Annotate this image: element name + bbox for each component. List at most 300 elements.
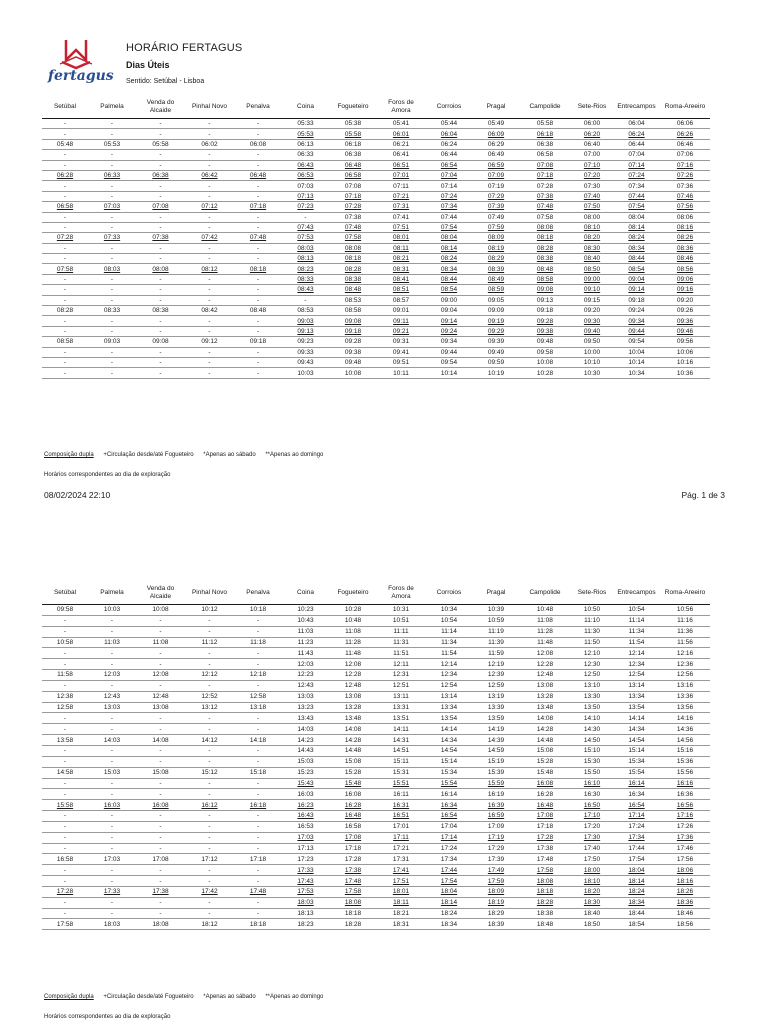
time-cell: 10:36 <box>660 368 710 378</box>
page-2 <box>0 572 768 1024</box>
time-cell: 06:13 <box>282 139 329 149</box>
time-cell: 17:34 <box>425 854 473 865</box>
time-cell: 15:48 <box>329 778 377 789</box>
time-cell: - <box>234 316 282 326</box>
table-row <box>42 347 710 357</box>
time-cell: - <box>88 615 136 626</box>
time-cell: - <box>42 680 88 691</box>
time-cell: 13:48 <box>519 702 571 713</box>
time-cell: 10:58 <box>42 637 88 648</box>
time-cell: 06:24 <box>425 139 473 149</box>
time-cell: 17:12 <box>185 854 234 865</box>
time-cell: 18:24 <box>425 908 473 919</box>
time-cell: 06:49 <box>473 150 519 160</box>
column-header: Palmela <box>88 582 136 605</box>
time-cell: - <box>42 789 88 800</box>
time-cell: 08:48 <box>329 285 377 295</box>
time-cell: 10:56 <box>660 605 710 616</box>
time-cell: - <box>42 626 88 637</box>
time-cell: 12:52 <box>185 691 234 702</box>
time-cell: 09:13 <box>519 295 571 305</box>
time-cell: 16:54 <box>613 800 660 811</box>
table-row <box>42 160 710 170</box>
time-cell: 18:40 <box>571 908 613 919</box>
time-cell: 07:38 <box>136 233 185 243</box>
time-cell: 06:58 <box>42 202 88 212</box>
legend-saturday: *Apenas ao sábado <box>203 994 256 1000</box>
time-cell: 18:46 <box>660 908 710 919</box>
table-row <box>42 264 710 274</box>
time-cell: 15:43 <box>282 778 329 789</box>
time-cell: - <box>42 745 88 756</box>
time-cell: 10:04 <box>613 347 660 357</box>
time-cell: 08:04 <box>613 212 660 222</box>
time-cell: 11:12 <box>185 637 234 648</box>
time-cell: 17:28 <box>42 886 88 897</box>
time-cell: - <box>136 368 185 378</box>
time-cell: 08:06 <box>660 212 710 222</box>
time-cell: 09:08 <box>329 316 377 326</box>
time-cell: 06:44 <box>425 150 473 160</box>
column-header: Pinhal Novo <box>185 96 234 119</box>
time-cell: 06:58 <box>329 170 377 180</box>
time-cell: - <box>136 119 185 129</box>
time-cell: 17:44 <box>425 865 473 876</box>
time-cell: 18:09 <box>473 886 519 897</box>
time-cell: 10:14 <box>425 368 473 378</box>
time-cell: 13:10 <box>571 680 613 691</box>
time-cell: 06:09 <box>473 129 519 139</box>
time-cell: 14:28 <box>519 724 571 735</box>
time-cell: 18:04 <box>425 886 473 897</box>
time-cell: 14:03 <box>282 724 329 735</box>
time-cell: 12:56 <box>660 670 710 681</box>
time-cell: - <box>88 129 136 139</box>
time-cell: 12:08 <box>519 648 571 659</box>
time-cell: 09:20 <box>660 295 710 305</box>
time-cell: 18:19 <box>473 897 519 908</box>
time-cell: 08:58 <box>42 337 88 347</box>
time-cell: 16:08 <box>329 789 377 800</box>
time-cell: 06:02 <box>185 139 234 149</box>
exploration-note: Horários correspondentes ao dia de exploração <box>44 472 171 478</box>
time-cell: 16:48 <box>329 811 377 822</box>
time-cell: 18:13 <box>282 908 329 919</box>
time-cell: - <box>88 274 136 284</box>
time-cell: 09:48 <box>329 357 377 367</box>
time-cell: - <box>88 119 136 129</box>
time-cell: - <box>185 897 234 908</box>
column-header: Pinhal Novo <box>185 582 234 605</box>
time-cell: 17:23 <box>282 854 329 865</box>
time-cell: 18:21 <box>377 908 425 919</box>
table-row <box>42 119 710 129</box>
time-cell: - <box>136 648 185 659</box>
time-cell: - <box>88 285 136 295</box>
table-row <box>42 233 710 243</box>
time-cell: 16:56 <box>660 800 710 811</box>
time-cell: 06:04 <box>613 119 660 129</box>
time-cell: 07:28 <box>329 202 377 212</box>
time-cell: 09:19 <box>473 316 519 326</box>
time-cell: - <box>136 181 185 191</box>
time-cell: 11:14 <box>613 615 660 626</box>
time-cell: 17:04 <box>425 821 473 832</box>
time-cell: 07:08 <box>519 160 571 170</box>
time-cell: 13:03 <box>282 691 329 702</box>
time-cell: 05:53 <box>282 129 329 139</box>
time-cell: - <box>234 778 282 789</box>
time-cell: 07:04 <box>613 150 660 160</box>
time-cell: 16:18 <box>234 800 282 811</box>
time-cell: 08:57 <box>377 295 425 305</box>
time-cell: 15:08 <box>136 767 185 778</box>
time-cell: - <box>88 648 136 659</box>
time-cell: 18:24 <box>613 886 660 897</box>
table-row <box>42 789 710 800</box>
time-cell: - <box>136 745 185 756</box>
time-cell: 12:59 <box>473 680 519 691</box>
table-row <box>42 876 710 887</box>
column-header: Coina <box>282 96 329 119</box>
time-cell: 12:28 <box>329 670 377 681</box>
time-cell: 11:43 <box>282 648 329 659</box>
time-cell: 18:50 <box>571 919 613 930</box>
time-cell: 15:16 <box>660 745 710 756</box>
time-cell: 11:08 <box>519 615 571 626</box>
time-cell: 08:10 <box>571 222 613 232</box>
time-cell: - <box>42 150 88 160</box>
time-cell: 13:34 <box>425 702 473 713</box>
time-cell: 12:03 <box>282 659 329 670</box>
time-cell: - <box>88 316 136 326</box>
time-cell: 07:06 <box>660 150 710 160</box>
time-cell: 07:10 <box>571 160 613 170</box>
time-cell: 16:14 <box>613 778 660 789</box>
time-cell: - <box>185 150 234 160</box>
time-cell: 14:31 <box>377 735 425 746</box>
time-cell: 11:48 <box>329 648 377 659</box>
legend-fogueteiro: +Circulação desde/até Fogueteiro <box>103 452 194 458</box>
time-cell: 08:38 <box>519 254 571 264</box>
time-cell: 17:24 <box>613 821 660 832</box>
time-cell: - <box>136 347 185 357</box>
time-cell: 17:29 <box>473 843 519 854</box>
time-cell: 11:36 <box>660 626 710 637</box>
time-cell: - <box>136 222 185 232</box>
time-cell: 17:48 <box>519 854 571 865</box>
time-cell: 14:14 <box>425 724 473 735</box>
time-cell: - <box>42 254 88 264</box>
time-cell: 17:50 <box>571 854 613 865</box>
time-cell: 10:12 <box>185 605 234 616</box>
time-cell: 06:33 <box>88 170 136 180</box>
time-cell: 11:11 <box>377 626 425 637</box>
time-cell: 08:50 <box>571 264 613 274</box>
table-row <box>42 767 710 778</box>
time-cell: 06:20 <box>571 129 613 139</box>
time-cell: 18:38 <box>519 908 571 919</box>
time-cell: 18:28 <box>519 897 571 908</box>
time-cell: 08:04 <box>425 233 473 243</box>
time-cell: 08:30 <box>571 243 613 253</box>
time-cell: 09:24 <box>613 306 660 316</box>
time-cell: 12:48 <box>329 680 377 691</box>
time-cell: 06:33 <box>282 150 329 160</box>
time-cell: 17:01 <box>377 821 425 832</box>
time-cell: 17:54 <box>613 854 660 865</box>
time-cell: 13:28 <box>329 702 377 713</box>
time-cell: - <box>185 347 234 357</box>
table-row <box>42 254 710 264</box>
time-cell: 17:49 <box>473 865 519 876</box>
column-header: Roma-Areeiro <box>660 96 710 119</box>
time-cell: 11:39 <box>473 637 519 648</box>
time-cell: 17:46 <box>660 843 710 854</box>
time-cell: 18:06 <box>660 865 710 876</box>
time-cell: 13:39 <box>473 702 519 713</box>
time-cell: 17:03 <box>88 854 136 865</box>
time-cell: 15:08 <box>329 756 377 767</box>
time-cell: 17:38 <box>519 843 571 854</box>
time-cell: 08:44 <box>613 254 660 264</box>
time-cell: - <box>136 160 185 170</box>
time-cell: 14:03 <box>88 735 136 746</box>
time-cell: 13:19 <box>473 691 519 702</box>
time-cell: - <box>185 865 234 876</box>
time-cell: 07:58 <box>519 212 571 222</box>
time-cell: 09:28 <box>329 337 377 347</box>
time-cell: 15:10 <box>571 745 613 756</box>
time-cell: 11:10 <box>571 615 613 626</box>
time-cell: 09:40 <box>571 326 613 336</box>
time-cell: 11:34 <box>425 637 473 648</box>
time-cell: 15:23 <box>282 767 329 778</box>
time-cell: - <box>136 357 185 367</box>
time-cell: 13:23 <box>282 702 329 713</box>
time-cell: - <box>136 295 185 305</box>
table-row <box>42 756 710 767</box>
time-cell: 13:31 <box>377 702 425 713</box>
time-cell: 08:03 <box>282 243 329 253</box>
time-cell: 14:34 <box>613 724 660 735</box>
time-cell: 08:38 <box>329 274 377 284</box>
time-cell: 12:14 <box>613 648 660 659</box>
time-cell: 17:40 <box>571 843 613 854</box>
table-row <box>42 637 710 648</box>
time-cell: 14:54 <box>613 735 660 746</box>
exploration-note: Horários correspondentes ao dia de exploração <box>44 1014 171 1020</box>
time-cell: 11:14 <box>425 626 473 637</box>
table-row <box>42 702 710 713</box>
time-cell: 18:03 <box>282 897 329 908</box>
time-cell: 07:12 <box>185 202 234 212</box>
time-cell: - <box>234 626 282 637</box>
time-cell: - <box>42 295 88 305</box>
time-cell: 08:00 <box>571 212 613 222</box>
time-cell: 10:54 <box>613 605 660 616</box>
table-row <box>42 897 710 908</box>
time-cell: - <box>88 745 136 756</box>
time-cell: 18:18 <box>519 886 571 897</box>
time-cell: 13:11 <box>377 691 425 702</box>
table-row <box>42 326 710 336</box>
time-cell: 11:31 <box>377 637 425 648</box>
time-cell: 11:54 <box>613 637 660 648</box>
time-cell: - <box>185 659 234 670</box>
time-cell: 08:11 <box>377 243 425 253</box>
time-cell: 18:34 <box>613 897 660 908</box>
time-cell: 09:20 <box>571 306 613 316</box>
time-cell: 14:28 <box>329 735 377 746</box>
time-cell: 12:14 <box>425 659 473 670</box>
time-cell: 15:58 <box>42 800 88 811</box>
time-cell: - <box>185 745 234 756</box>
column-header: Pragal <box>473 582 519 605</box>
time-cell: 15:14 <box>425 756 473 767</box>
time-cell: 09:38 <box>329 347 377 357</box>
time-cell: 07:41 <box>377 212 425 222</box>
table-row <box>42 626 710 637</box>
time-cell: 16:30 <box>571 789 613 800</box>
time-cell: 18:11 <box>377 897 425 908</box>
time-cell: 12:48 <box>519 670 571 681</box>
time-cell: - <box>234 212 282 222</box>
time-cell: 08:44 <box>425 274 473 284</box>
time-cell: 07:36 <box>660 181 710 191</box>
column-header: Entrecampos <box>613 96 660 119</box>
time-cell: - <box>88 160 136 170</box>
time-cell: - <box>234 150 282 160</box>
time-cell: 12:30 <box>571 659 613 670</box>
time-cell: - <box>136 778 185 789</box>
time-cell: 09:08 <box>519 285 571 295</box>
time-cell: 11:08 <box>329 626 377 637</box>
time-cell: 17:58 <box>519 865 571 876</box>
time-cell: 12:03 <box>88 670 136 681</box>
time-cell: 09:18 <box>329 326 377 336</box>
time-cell: 15:36 <box>660 756 710 767</box>
time-cell: 12:08 <box>329 659 377 670</box>
time-cell: 09:30 <box>571 316 613 326</box>
time-cell: 06:48 <box>234 170 282 180</box>
time-cell: - <box>185 181 234 191</box>
time-cell: 08:48 <box>234 306 282 316</box>
time-cell: 12:43 <box>88 691 136 702</box>
time-cell: - <box>185 789 234 800</box>
time-cell: 14:08 <box>136 735 185 746</box>
time-cell: 10:08 <box>329 368 377 378</box>
time-cell: 18:39 <box>473 919 519 930</box>
time-cell: 13:56 <box>660 702 710 713</box>
time-cell: 08:53 <box>329 295 377 305</box>
time-cell: - <box>234 843 282 854</box>
time-cell: 09:31 <box>377 337 425 347</box>
time-cell: 15:11 <box>377 756 425 767</box>
time-cell: 17:08 <box>329 832 377 843</box>
time-cell: 18:31 <box>377 919 425 930</box>
column-header: Campolide <box>519 582 571 605</box>
time-cell: - <box>88 811 136 822</box>
time-cell: - <box>234 713 282 724</box>
time-cell: 16:58 <box>42 854 88 865</box>
time-cell: - <box>88 876 136 887</box>
time-cell: 10:43 <box>282 615 329 626</box>
time-cell: - <box>88 659 136 670</box>
time-cell: 14:43 <box>282 745 329 756</box>
time-cell: 07:08 <box>136 202 185 212</box>
time-cell: 07:48 <box>519 202 571 212</box>
time-cell: 10:28 <box>329 605 377 616</box>
time-cell: 17:33 <box>282 865 329 876</box>
time-cell: - <box>136 843 185 854</box>
time-cell: 07:01 <box>377 170 425 180</box>
time-cell: 06:46 <box>660 139 710 149</box>
time-cell: 07:18 <box>329 191 377 201</box>
time-cell: 17:18 <box>234 854 282 865</box>
column-header: Penalva <box>234 96 282 119</box>
time-cell: - <box>234 745 282 756</box>
time-cell: 10:50 <box>571 605 613 616</box>
time-cell: 18:23 <box>282 919 329 930</box>
time-cell: 16:12 <box>185 800 234 811</box>
time-cell: 08:38 <box>136 306 185 316</box>
time-cell: - <box>234 191 282 201</box>
time-cell: - <box>42 832 88 843</box>
time-cell: 09:29 <box>473 326 519 336</box>
time-cell: 13:51 <box>377 713 425 724</box>
time-cell: 08:14 <box>425 243 473 253</box>
time-cell: 09:23 <box>282 337 329 347</box>
time-cell: 14:10 <box>571 713 613 724</box>
time-cell: 09:43 <box>282 357 329 367</box>
time-cell: 16:53 <box>282 821 329 832</box>
time-cell: 09:44 <box>613 326 660 336</box>
time-cell: - <box>88 843 136 854</box>
time-cell: 18:10 <box>571 876 613 887</box>
time-cell: 07:04 <box>425 170 473 180</box>
time-cell: 17:21 <box>377 843 425 854</box>
time-cell: 11:08 <box>136 637 185 648</box>
time-cell: 13:36 <box>660 691 710 702</box>
time-cell: - <box>136 659 185 670</box>
time-cell: 18:08 <box>519 876 571 887</box>
time-cell: 16:48 <box>519 800 571 811</box>
time-cell: 09:03 <box>282 316 329 326</box>
time-cell: 09:26 <box>660 306 710 316</box>
time-cell: 08:56 <box>660 264 710 274</box>
column-header: Setúbal <box>42 96 88 119</box>
time-cell: - <box>185 876 234 887</box>
time-cell: 14:08 <box>329 724 377 735</box>
time-cell: - <box>185 254 234 264</box>
time-cell: 12:43 <box>282 680 329 691</box>
time-cell: 16:10 <box>571 778 613 789</box>
time-cell: 12:51 <box>377 680 425 691</box>
time-cell: 08:28 <box>519 243 571 253</box>
time-cell: 08:20 <box>571 233 613 243</box>
time-cell: 06:26 <box>660 129 710 139</box>
time-cell: 16:34 <box>613 789 660 800</box>
time-cell: 16:08 <box>519 778 571 789</box>
time-cell: 17:16 <box>660 811 710 822</box>
time-cell: 16:58 <box>329 821 377 832</box>
time-cell: - <box>42 274 88 284</box>
time-cell: 15:54 <box>425 778 473 789</box>
time-cell: 09:56 <box>660 337 710 347</box>
time-cell: 09:39 <box>473 337 519 347</box>
time-cell: 09:18 <box>519 306 571 316</box>
